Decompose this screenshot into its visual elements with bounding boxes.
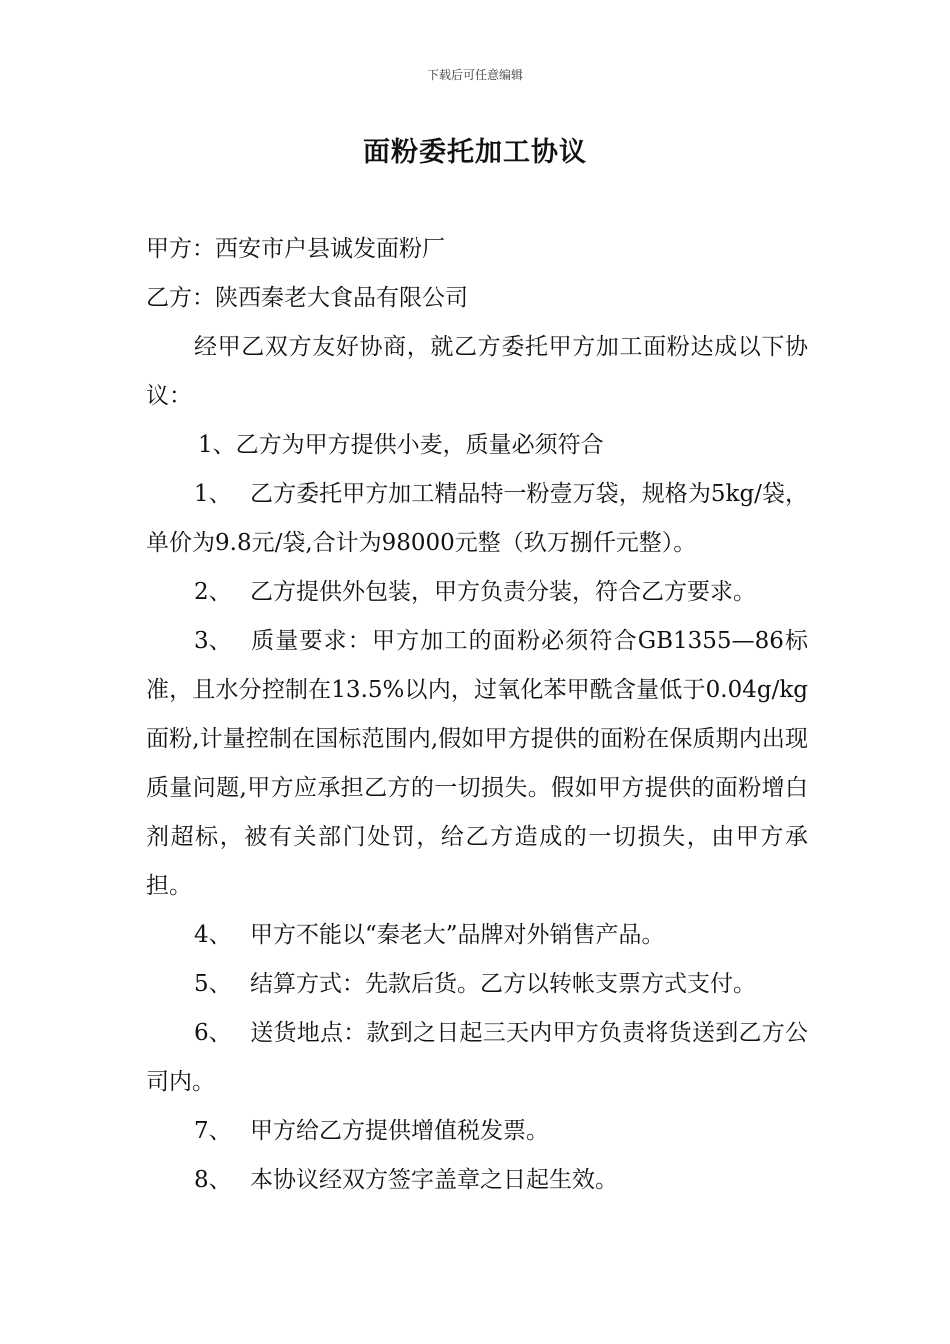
clause-number: 6、: [194, 1020, 232, 1046]
clause-text: 结算方式：先款后货。乙方以转帐支票方式支付。: [250, 971, 756, 997]
clause-number: 3、: [194, 628, 232, 654]
party-b-line: 乙方：陕西秦老大食品有限公司: [146, 285, 468, 311]
clause-7: [146, 1107, 808, 1156]
clause-6: [146, 1009, 808, 1107]
clause-text: 乙方委托甲方加工精品特一粉壹万袋，规格为5kg/袋，单价为9.8元/袋,合计为98000元整（玖万捌仟元整）。: [146, 481, 808, 556]
clause-2: [146, 568, 808, 617]
clause-3: [146, 617, 808, 911]
intro-paragraph: 经甲乙双方友好协商，就乙方委托甲方加工面粉达成以下协议：: [146, 334, 808, 409]
page-title: 面粉委托加工协议: [363, 137, 587, 168]
header-note: 下载后可任意编辑: [426, 68, 523, 82]
clause-text: 本协议经双方签字盖章之日起生效。: [250, 1167, 618, 1193]
clause-number: 5、: [194, 971, 232, 997]
supply-clause: 1、乙方为甲方提供小麦，质量必须符合: [198, 432, 604, 458]
clause-text: 乙方提供外包装，甲方负责分装，符合乙方要求。: [250, 579, 756, 605]
clause-text: 甲方不能以“秦老大”品牌对外销售产品。: [250, 922, 665, 948]
document-body: [146, 225, 808, 1205]
clause-5: [146, 960, 808, 1009]
clause-number: 2、: [194, 579, 232, 605]
clause-8: [146, 1156, 808, 1205]
clause-text: 甲方给乙方提供增值税发票。: [250, 1118, 549, 1144]
clause-1: [146, 470, 808, 568]
clause-text: 送货地点：款到之日起三天内甲方负责将货送到乙方公司内。: [146, 1020, 808, 1095]
clause-number: 8、: [194, 1167, 232, 1193]
clause-number: 7、: [194, 1118, 232, 1144]
clause-number: 4、: [194, 922, 232, 948]
party-a-line: 甲方：西安市户县诚发面粉厂: [146, 236, 445, 262]
clause-4: [146, 911, 808, 960]
clause-number: 1、: [194, 481, 232, 507]
clause-text: 质量要求：甲方加工的面粉必须符合GB1355—86标准，且水分控制在13.5%以内，过氧化苯甲酰含量低于0.04g/kg面粉,计量控制在国标范围内,假如甲方提供的面粉在保质期内出现质量问题,甲方应承担乙方的一切损失。假如甲方提供的面粉增白剂超标，被有关部门处罚，给乙方造成的一切损失，由甲方承担。: [146, 628, 808, 899]
